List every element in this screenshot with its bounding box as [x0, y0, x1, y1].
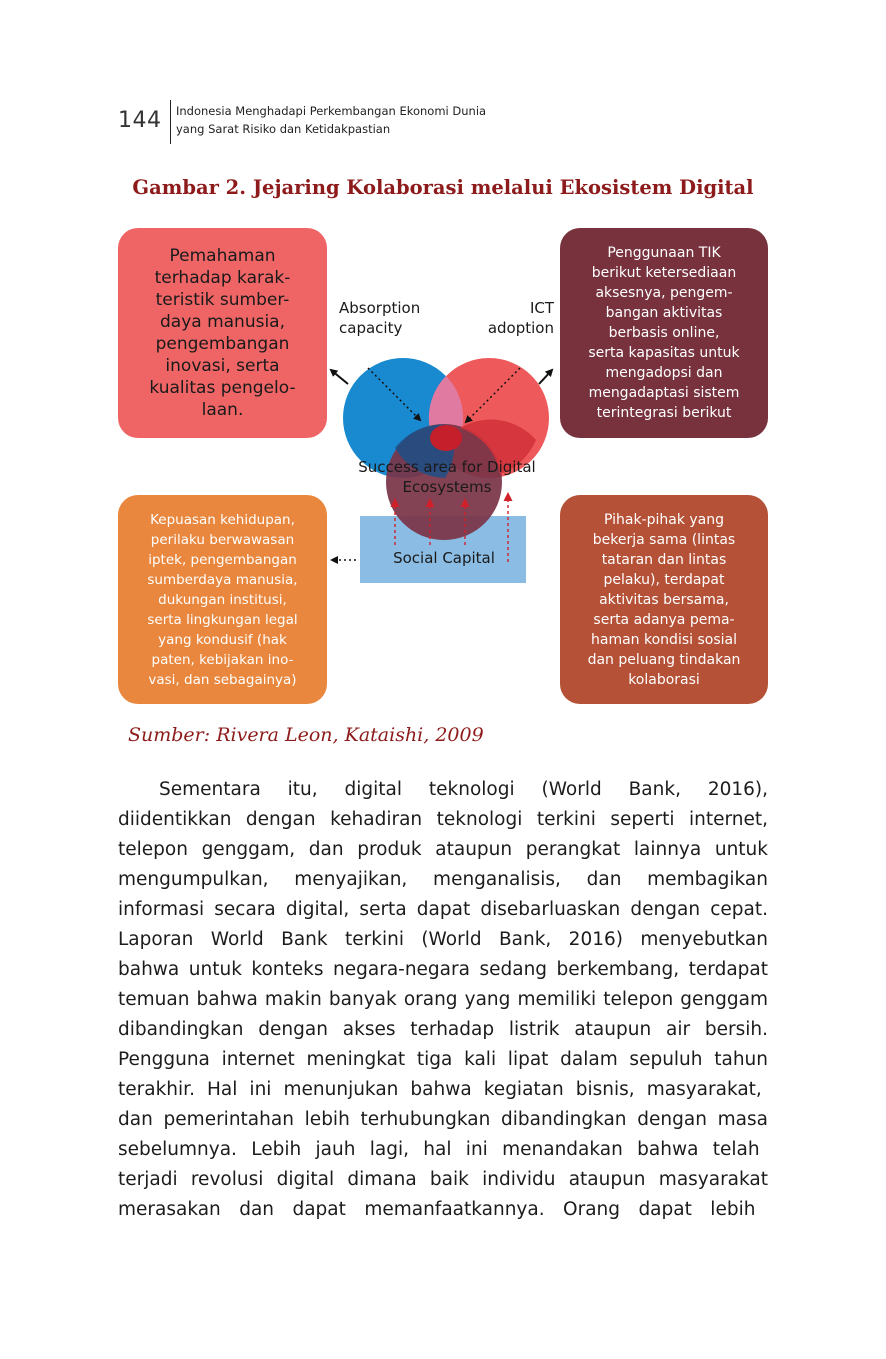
body-paragraph: [118, 775, 768, 1225]
absorption-capacity-label: Absorption capacity: [339, 299, 421, 337]
figure-title: Gambar 2. Jejaring Kolaborasi melalui Ekosistem Digital: [132, 176, 754, 199]
body-line: dibandingkan dengan akses terhadap listrik ataupun air bersih.: [118, 1019, 768, 1040]
success-label-line2: Ecosystems: [402, 478, 492, 496]
success-label-line1: Success area for Digital: [358, 458, 536, 476]
arrow-to-top-left: [331, 370, 348, 384]
page-number: 144: [118, 108, 162, 133]
box-collaboration: Pihak-pihak yang bekerja sama (lintas tataran dan lintas pelaku), terdapat aktivitas bersama, serta adanya pema- haman kondisi sosial dan peluang tindakan kolaborasi: [560, 495, 768, 704]
body-line: diidentikkan dengan kehadiran teknologi terkini seperti internet,: [118, 809, 768, 830]
running-title-line2: yang Sarat Risiko dan Ketidakpastian: [176, 122, 391, 136]
box-ict-usage: Penggunaan TIK berikut ketersediaan aksesnya, pengem- bangan aktivitas berbasis online, serta kapasitas untuk mengadopsi dan mengadaptasi sistem terintegrasi berikut: [560, 228, 768, 438]
body-line: Pengguna internet meningkat tiga kali lipat dalam sepuluh tahun: [118, 1049, 768, 1070]
body-line: informasi secara digital, serta dapat disebarluaskan dengan cepat.: [118, 899, 768, 920]
body-line: terakhir. Hal ini menunjukan bahwa kegiatan bisnis, masyarakat,: [118, 1079, 762, 1100]
body-line: dan pemerintahan lebih terhubungkan dibandingkan dengan masa: [118, 1109, 768, 1130]
body-line: sebelumnya. Lebih jauh lagi, hal ini menandakan bahwa telah: [118, 1139, 760, 1160]
body-line: bahwa untuk konteks negara-negara sedang berkembang, terdapat: [118, 959, 768, 980]
body-line: temuan bahwa makin banyak orang yang memiliki telepon genggam: [118, 989, 768, 1010]
box-life-satisfaction: Kepuasan kehidupan, perilaku berwawasan iptek, pengembangan sumberdaya manusia, dukungan institusi, serta lingkungan legal yang kondusif (hak paten, kebijakan ino- vasi, dan sebagainya): [118, 495, 327, 704]
center-spot: [430, 425, 462, 451]
arrow-to-top-right: [539, 370, 552, 384]
box-human-resources: Pemahaman terhadap karak- teristik sumber- daya manusia, pengembangan inovasi, serta kualitas pengelo- laan.: [118, 228, 327, 438]
figure-source: Sumber: Rivera Leon, Kataishi, 2009: [128, 724, 484, 746]
running-title-line1: Indonesia Menghadapi Perkembangan Ekonomi Dunia: [176, 104, 487, 118]
body-line: terjadi revolusi digital dimana baik individu ataupun masyarakat: [118, 1169, 768, 1190]
body-line: merasakan dan dapat memanfaatkannya. Orang dapat lebih: [118, 1199, 756, 1220]
body-line: telepon genggam, dan produk ataupun perangkat lainnya untuk: [118, 839, 768, 860]
social-capital-label: Social Capital: [393, 549, 495, 567]
ict-adoption-label: ICT adoption: [487, 299, 554, 337]
body-line: Laporan World Bank terkini (World Bank, 2016) menyebutkan: [118, 929, 768, 950]
body-line: Sementara itu, digital teknologi (World Bank, 2016),: [159, 779, 768, 800]
body-line: mengumpulkan, menyajikan, menganalisis, dan membagikan: [118, 869, 768, 890]
